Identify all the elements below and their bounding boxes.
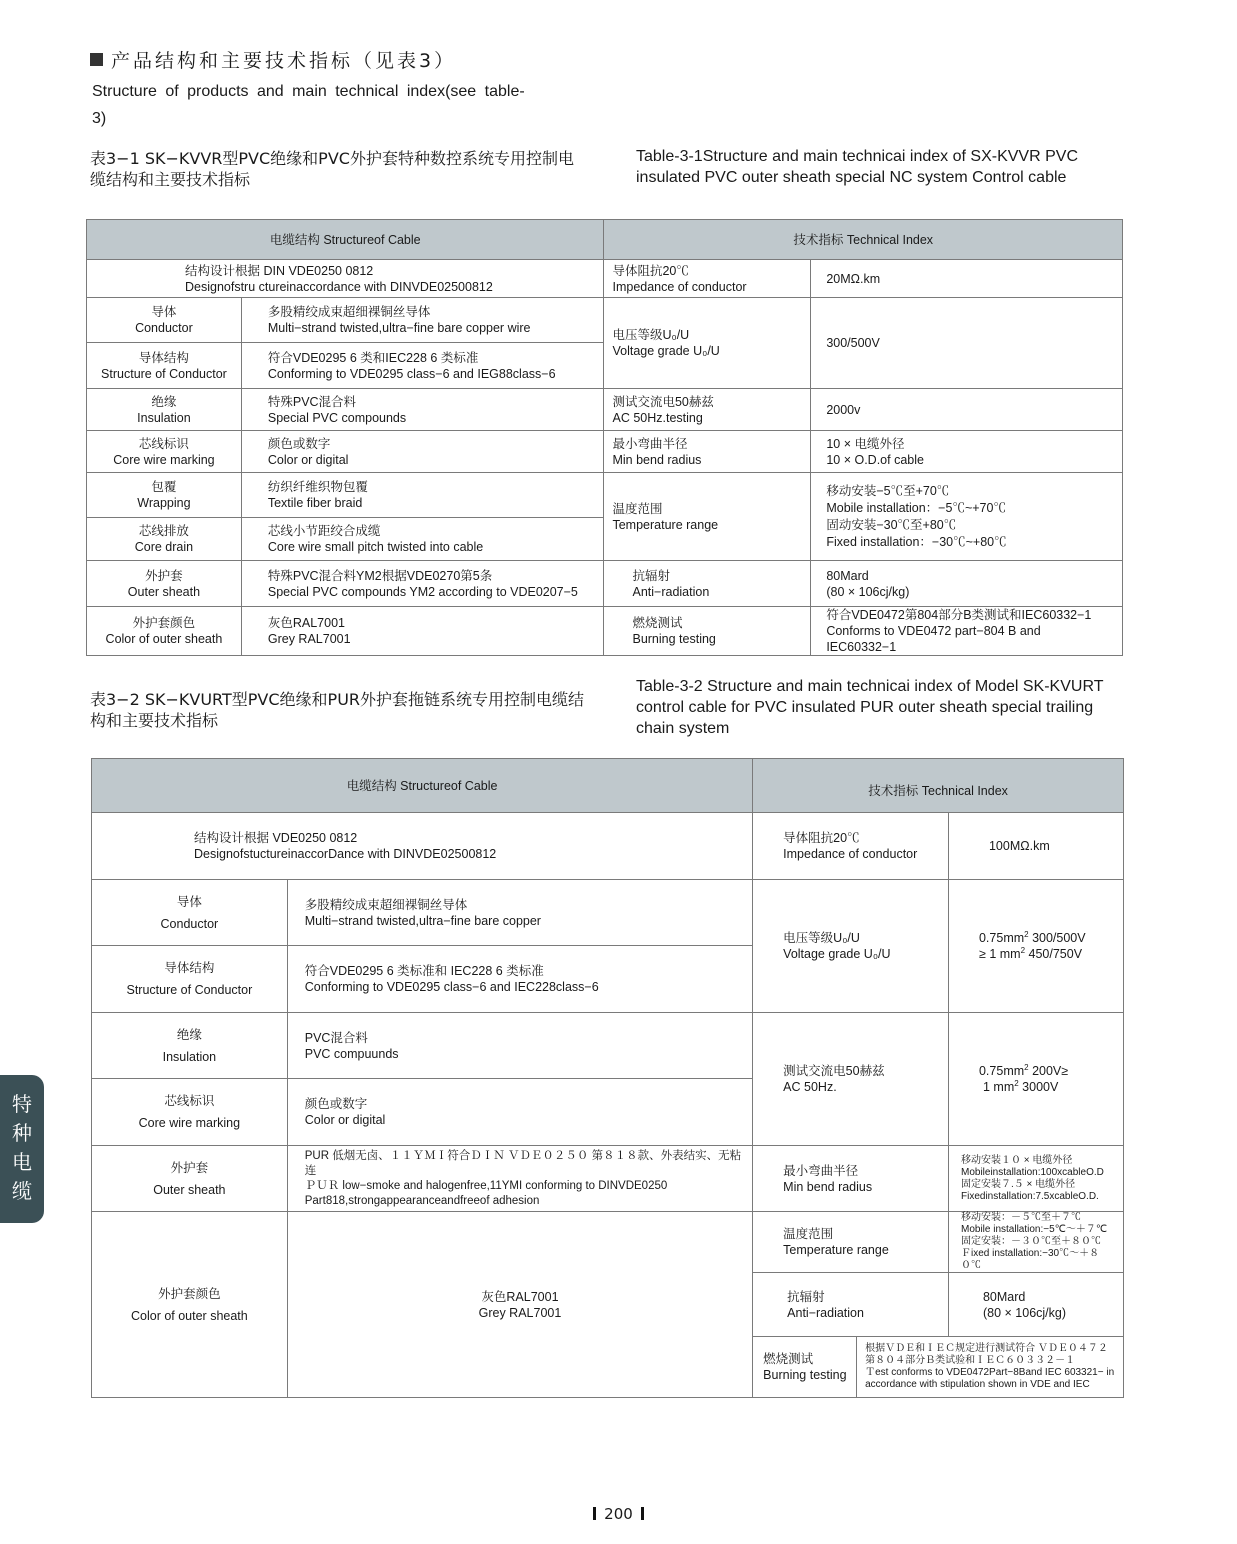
table2-row-value: PUR 低烟无卤、１１ＹＭＩ符合ＤＩＮ ＶＤＥ０２５０ 第８１８款、外表结实、无粘连 ＰＵＲ low−smoke and halogenfree,11YMI conforming to DINVDE0250 Part818,strongappearanceandfreeof adhesion [287,1146,752,1212]
table-row [87,473,1123,518]
table-row [87,298,1123,343]
table1-tech-value: 300/500V [811,298,1123,389]
table1-row-label: 芯线排放 Core drain [87,518,242,561]
side-tab-char: 缆 [12,1179,32,1203]
table1-header-right: 技术指标 Technical Index [604,220,1123,260]
table2-header-row [92,759,1124,813]
table2-tech-value: $0.75mm^2$ 200V≥ 1 $mm^2$ 3000V [948,1013,1123,1146]
table1-row-value: 特殊PVC混合料YM2根据VDE0270第5条 Special PVC compounds YM2 according to VDE0207−5 [241,561,604,607]
table1-header-row [87,220,1123,260]
table1-tech-label: 最小弯曲半径 Min bend radius [604,431,811,473]
table-row [92,1212,1124,1273]
table2-tech-value: 移动安装：－５℃至＋７℃ Mobile installation:−5℃～＋７℃ 固定安装：－３０℃至＋８０℃ Ｆixed installation:−30℃～＋８０℃ [948,1212,1123,1273]
side-tab-char: 种 [12,1121,32,1145]
table-row [92,813,1124,880]
table2-tech-value: 移动安装１０ × 电缆外径 Mobileinstallation:100xcableO.D 固定安装７.５ × 电缆外径 Fixedinstallation:7.5xcableO.D. [948,1146,1123,1212]
table2-header-right: 技术指标 Technical Index [753,759,1124,813]
table1-tech-value: 80Mard (80 × 106cj/kg) [811,561,1123,607]
table2-tech-label: 电压等级U₀/U Voltage grade U₀/U [753,880,949,1013]
table-row [92,1146,1124,1212]
table2-tech-label: 燃烧测试 Burning testing [753,1337,857,1398]
table1-row-label: 导体结构 Structure of Conductor [87,343,242,389]
table2-row-label: 芯线标识 Core wire marking [92,1079,288,1146]
table2-header-left: 电缆结构 Structureof Cable [92,759,753,813]
table2-basis: 结构设计根据 VDE0250 0812 DesignofstuctureinaccorDance with DINVDE02500812 [92,813,753,880]
table1-tech-label: 温度范围 Temperature range [604,473,811,561]
table-row [87,431,1123,473]
table1-row-value: 灰色RAL7001 Grey RAL7001 [241,607,604,656]
table-row [92,1013,1124,1079]
table2-tech-label: 测试交流电50赫兹 AC 50Hz. [753,1013,949,1146]
table2-row-label: 导体 Conductor [92,880,288,946]
table1-tech-label: 导体阻抗20℃ Impedance of conductor [604,260,811,298]
table2-tech-label: 温度范围 Temperature range [753,1212,949,1273]
table1-caption-en: Table-3-1Structure and main technicai index of SX-KVVR PVC insulated PVC outer sheath special NC system Control cable [636,148,1078,186]
table-row [92,880,1124,946]
table2-row-label: 外护套颜色 Color of outer sheath [92,1212,288,1398]
table1-row-value: 特殊PVC混合料 Special PVC compounds [241,389,604,431]
table2-row-label: 外护套 Outer sheath [92,1146,288,1212]
table1-tech-label: 测试交流电50赫兹 AC 50Hz.testing [604,389,811,431]
table1 [86,219,1123,656]
table1-row-value: 芯线小节距绞合成缆 Core wire small pitch twisted into cable [241,518,604,561]
table1-row-label: 包覆 Wrapping [87,473,242,518]
table1-row-value: 符合VDE0295 6 类和IEC228 6 类标准 Conforming to VDE0295 class−6 and IEG88class−6 [241,343,604,389]
page-number-bar-icon [641,1507,644,1520]
table1-row-label: 芯线标识 Core wire marking [87,431,242,473]
table2-row-label: 绝缘 Insulation [92,1013,288,1079]
table1-row-label: 外护套 Outer sheath [87,561,242,607]
table1-row-value: 多股精绞成束超细裸铜丝导体 Multi−strand twisted,ultra−fine bare copper wire [241,298,604,343]
table2-tech-value: 100MΩ.km [948,813,1123,880]
table-row [87,607,1123,656]
table2-tech-label: 抗辐射 Anti−radiation [753,1273,949,1337]
table-row [87,389,1123,431]
table2-tech-label: 最小弯曲半径 Min bend radius [753,1146,949,1212]
table1-tech-value: 符合VDE0472第804部分B类测试和IEC60332−1 Conforms to VDE0472 part−804 B and IEC60332−1 [811,607,1123,656]
table2-caption-cn: 表3−2 SK−KVURT型PVC绝缘和PUR外护套拖链系统专用控制电缆结构和主要技术指标 [90,690,585,730]
table2-row-value: 符合VDE0295 6 类标准和 IEC228 6 类标准 Conforming to VDE0295 class−6 and IEC228class−6 [287,946,752,1013]
table2-row-label: 导体结构 Structure of Conductor [92,946,288,1013]
table2-tech-label: 导体阻抗20℃ Impedance of conductor [753,813,949,880]
table1-row-label: 导体 Conductor [87,298,242,343]
table1-tech-label: 电压等级U₀/U Voltage grade U₀/U [604,298,811,389]
table1-tech-label: 燃烧测试 Burning testing [604,607,811,656]
table1-row-label: 外护套颜色 Color of outer sheath [87,607,242,656]
page-number: 200 [0,1505,1237,1523]
section-title-en: Structure of products and main technical index(see table-3) [92,83,525,127]
table1-row-value: 颜色或数字 Color or digital [241,431,604,473]
side-tab[interactable] [0,1075,44,1223]
table1-tech-label: 抗辐射 Anti−radiation [604,561,811,607]
table1-tech-value: 移动安装−5℃至+70℃ Mobile installation：−5℃~+70℃ 固动安装−30℃至+80℃ Fixed installation：−30℃~+80℃ [811,473,1123,561]
table1-row-label: 绝缘 Insulation [87,389,242,431]
table2 [91,758,1124,1398]
table2-row-value: PVC混合料 PVC compuunds [287,1013,752,1079]
table1-tech-value: 10 × 电缆外径 10 × O.D.of cable [811,431,1123,473]
table1-caption-cn: 表3−1 SK−KVVR型PVC绝缘和PVC外护套特种数控系统专用控制电缆结构和主要技术指标 [90,149,574,189]
table1-tech-value: 2000v [811,389,1123,431]
square-bullet-icon [90,53,103,66]
table-row [87,260,1123,298]
page-number-bar-icon [593,1507,596,1520]
side-tab-char: 电 [12,1150,32,1174]
side-tab-char: 特 [12,1092,32,1116]
table2-tech-value: $0.75mm^2$ 300/500V ≥ 1 $mm^2$ 450/750V [948,880,1123,1013]
table2-row-value: 多股精绞成束超细裸铜丝导体 Multi−strand twisted,ultra−fine bare copper [287,880,752,946]
table1-basis: 结构设计根据 DIN VDE0250 0812 Designofstru ctureinaccordance with DINVDE02500812 [87,260,604,298]
table2-tech-value: 根据ＶＤＥ和ＩＥＣ规定进行测试符合 ＶＤＥ０４７２第８０４部分Ｂ类试验和ＩＥＣ６０３３２－１ Ｔest conforms to VDE0472Part−8Band IEC 603321− in accordance with stipulation shown in VDE and IEC [857,1337,1124,1398]
table2-tech-value: 80Mard (80 × 106cj/kg) [948,1273,1123,1337]
table2-row-value: 颜色或数字 Color or digital [287,1079,752,1146]
table1-row-value: 纺织纤维织物包覆 Textile fiber braid [241,473,604,518]
section-title-cn: 产品结构和主要技术指标（见表3） [90,46,456,73]
table1-tech-value: 20MΩ.km [811,260,1123,298]
table2-row-value: 灰色RAL7001 Grey RAL7001 [287,1212,752,1398]
table-row [87,561,1123,607]
table1-header-left: 电缆结构 Structureof Cable [87,220,604,260]
table2-caption-en: Table-3-2 Structure and main technicai index of Model SK-KVURT control cable for PVC insulated PUR outer sheath special trailing chain system [636,678,1104,737]
